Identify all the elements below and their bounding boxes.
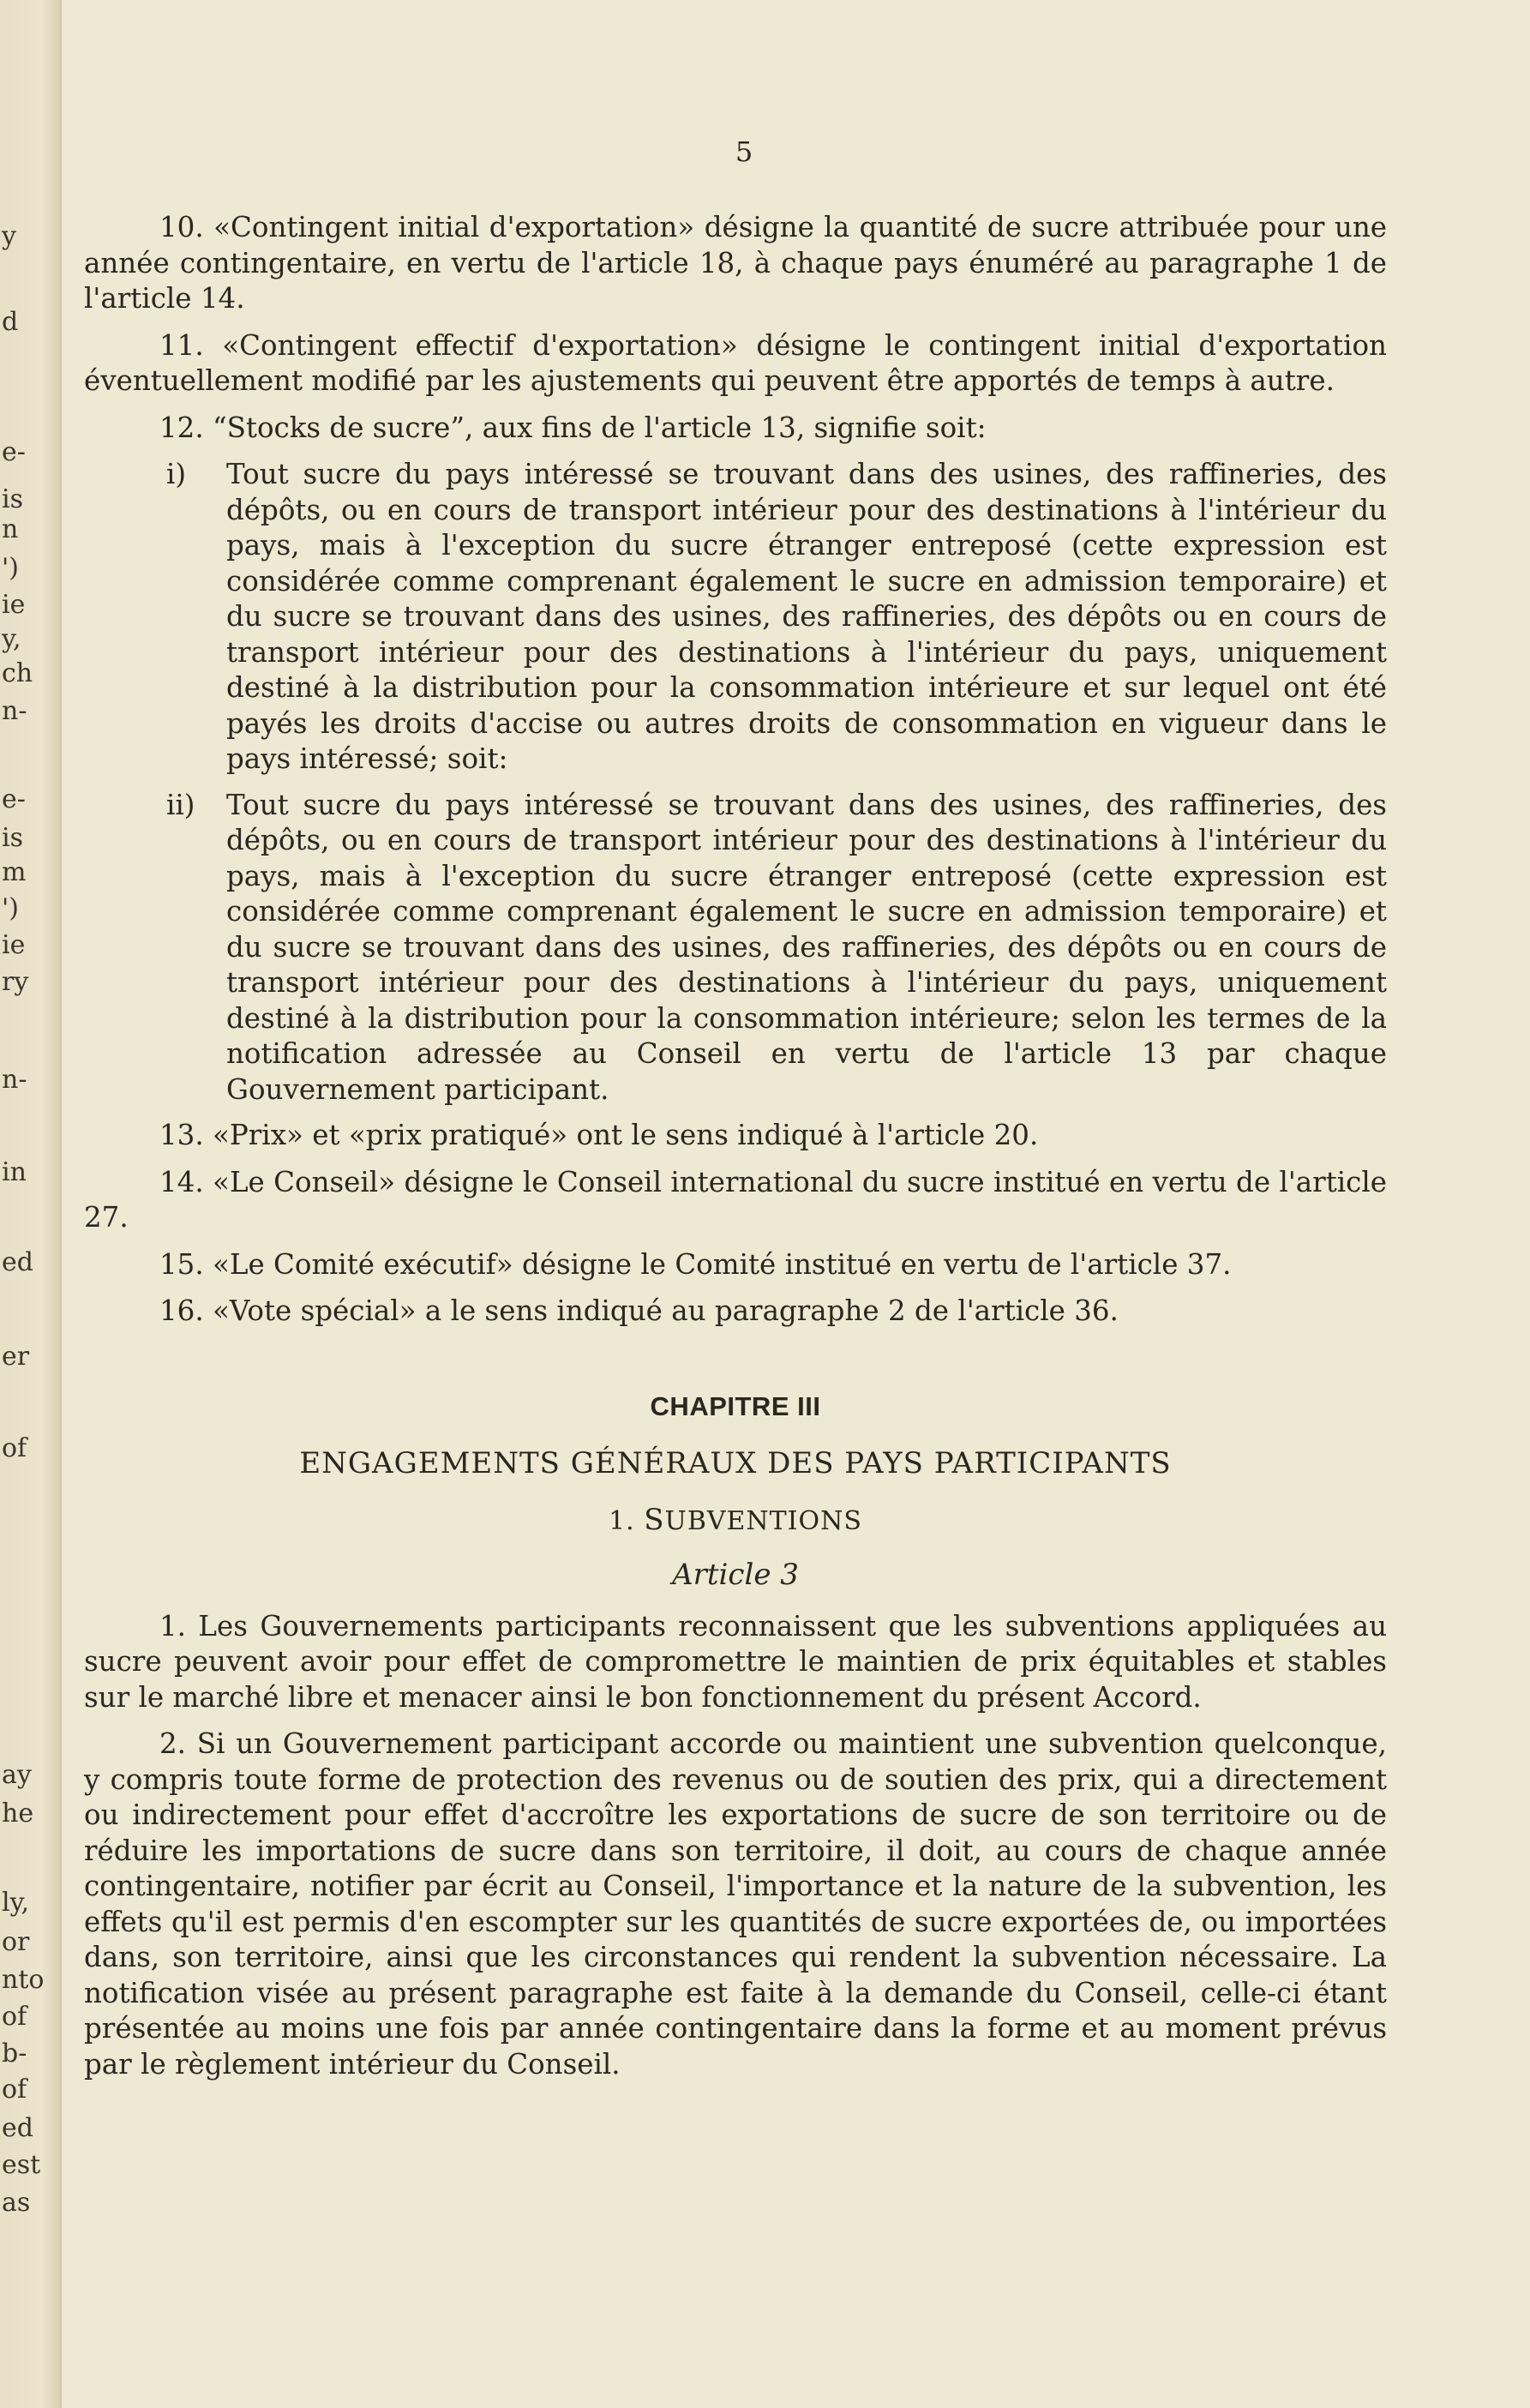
facing-page-fragment: est	[2, 2150, 41, 2180]
facing-page-fragment: ')	[2, 893, 19, 923]
facing-page-fragment: ed	[2, 2113, 33, 2143]
page-content	[84, 210, 1387, 2093]
facing-page-fragment: n-	[2, 1065, 27, 1095]
page-number: 5	[735, 135, 753, 168]
article-paragraph-2: 2. Si un Gouvernement participant accorde ou maintient une subvention quelconque, y compris toute forme de protection des revenus ou de soutien des prix, qui a directement ou indirectement pour effet d'accroître les exportations de sucre de son territoire ou de réduire les importations de sucre dans son territoire, il doit, au cours de chaque année contingentaire, notifier par écrit au Conseil, l'importance et la nature de la subvention, les effets qu'il est permis d'en escompter sur les quantités de sucre exportées de, ou importées dans, son territoire, ainsi que les circonstances qui rendent la subvention nécessaire. La notification visée au présent paragraphe est faite à la demande du Conseil, celle-ci étant présentée au moins une fois par année contingentaire dans la forme et au moment prévus par le règlement intérieur du Conseil.	[84, 1727, 1387, 2081]
facing-page-fragment: ly,	[2, 1888, 30, 1918]
facing-page-fragment: b-	[2, 2039, 27, 2069]
section-initial: S	[644, 1502, 665, 1537]
facing-page-fragment: or	[2, 1927, 30, 1957]
facing-page-fragment: of	[2, 2075, 27, 2105]
facing-page-fragment: ie	[2, 930, 26, 960]
list-item-number: ii)	[166, 788, 195, 821]
facing-page-edge	[0, 0, 62, 2408]
facing-page-fragment: e-	[2, 784, 26, 814]
facing-page-fragment: he	[2, 1798, 34, 1829]
facing-page-fragment: ry	[2, 967, 29, 997]
chapter-heading: CHAPITRE III	[650, 1390, 821, 1421]
list-item-text: Tout sucre du pays intéressé se trouvant dans des usines, des raffineries, des dépôts, ou en cours de transport intérieur pour des destinations à l'intérieur du pays, mais à l'exception du sucre étranger entreposé (cette expression est considérée comme comprenant également le sucre en admission temporaire) et du sucre se trouvant dans des usines, des raffineries, des dépôts ou en cours de transport intérieur pour des destinations à l'intérieur du pays, uniquement destiné à la distribution pour la consommation intérieure; selon les termes de la notification adressée au Conseil en vertu de l'article 13 par chaque Gouvernement participant.	[226, 788, 1387, 1106]
definition-13: 13. «Prix» et «prix pratiqué» ont le sens indiqué à l'article 20.	[159, 1119, 1039, 1151]
list-item-number: i)	[166, 458, 187, 490]
facing-page-fragment: of	[2, 2002, 27, 2032]
definition-12: 12. “Stocks de sucre”, aux fins de l'article 13, signifie soit:	[159, 411, 987, 444]
facing-page-fragment: e-	[2, 437, 26, 467]
facing-page-fragment: m	[2, 857, 27, 887]
facing-page-fragment: ed	[2, 1247, 33, 1277]
section-title-rest: UBVENTIONS	[664, 1505, 862, 1536]
document-page	[84, 0, 1387, 2408]
definition-10: 10. «Contingent initial d'exportation» désigne la quantité de sucre attribuée pour une année contingentaire, en vertu de l'article 18, à chaque pays énuméré au paragraphe 1 de l'article 14.	[84, 211, 1387, 315]
facing-page-fragment: is	[2, 484, 23, 514]
facing-page-fragment: ')	[2, 553, 19, 583]
list-item-text: Tout sucre du pays intéressé se trouvant dans des usines, des raffineries, des dépôts, ou en cours de transport intérieur pour des destinations à l'intérieur du pays, mais à l'exception du sucre étranger entreposé (cette expression est considérée comme comprenant également le sucre en admission temporaire) et du sucre se trouvant dans des usines, des raffineries, des dépôts ou en cours de transport intérieur pour des destinations à l'intérieur du pays, uniquement destiné à la distribution pour la consommation intérieure et sur lequel ont été payés les droits d'accise ou autres droits de consommation en vigueur dans le pays intéressé; soit:	[226, 458, 1387, 775]
facing-page-fragment: ay	[2, 1760, 32, 1790]
facing-page-fragment: er	[2, 1342, 30, 1372]
definition-16: 16. «Vote spécial» a le sens indiqué au paragraphe 2 de l'article 36.	[159, 1294, 1119, 1327]
facing-page-fragment: ie	[2, 590, 26, 620]
facing-page-fragment: is	[2, 823, 23, 853]
facing-page-fragment: in	[2, 1157, 27, 1187]
facing-page-fragment: nto	[2, 1965, 45, 1995]
facing-page-fragment: y	[2, 221, 16, 251]
section-heading	[84, 1503, 1387, 1537]
definition-15: 15. «Le Comité exécutif» désigne le Comité institué en vertu de l'article 37.	[159, 1247, 1232, 1281]
article-paragraph-1: 1. Les Gouvernements participants reconnaissent que les subventions appliquées au sucre peuvent avoir pour effet de compromettre le maintien de prix équitables et stables sur le marché libre et menacer ainsi le bon fonctionnement du présent Accord.	[84, 1609, 1387, 1714]
list-item	[84, 788, 1387, 1108]
list-item	[84, 457, 1387, 778]
facing-page-fragment: n	[2, 514, 19, 544]
facing-page-fragment: as	[2, 2188, 31, 2218]
definition-14: 14. «Le Conseil» désigne le Conseil international du sucre institué en vertu de l'article 27.	[84, 1165, 1387, 1234]
chapter-title: ENGAGEMENTS GÉNÉRAUX DES PAYS PARTICIPANTS	[299, 1445, 1172, 1480]
definition-11: 11. «Contingent effectif d'exportation» désigne le contingent initial d'exportation éventuellement modifié par les ajustements qui peuvent être apportés de temps à autre.	[84, 328, 1387, 397]
article-heading: Article 3	[672, 1557, 799, 1592]
facing-page-fragment: y,	[2, 624, 21, 654]
facing-page-fragment: d	[2, 307, 19, 337]
facing-page-fragment: of	[2, 1433, 27, 1463]
section-number: 1.	[609, 1505, 635, 1536]
facing-page-fragment: n-	[2, 696, 27, 726]
facing-page-fragment: ch	[2, 658, 33, 688]
